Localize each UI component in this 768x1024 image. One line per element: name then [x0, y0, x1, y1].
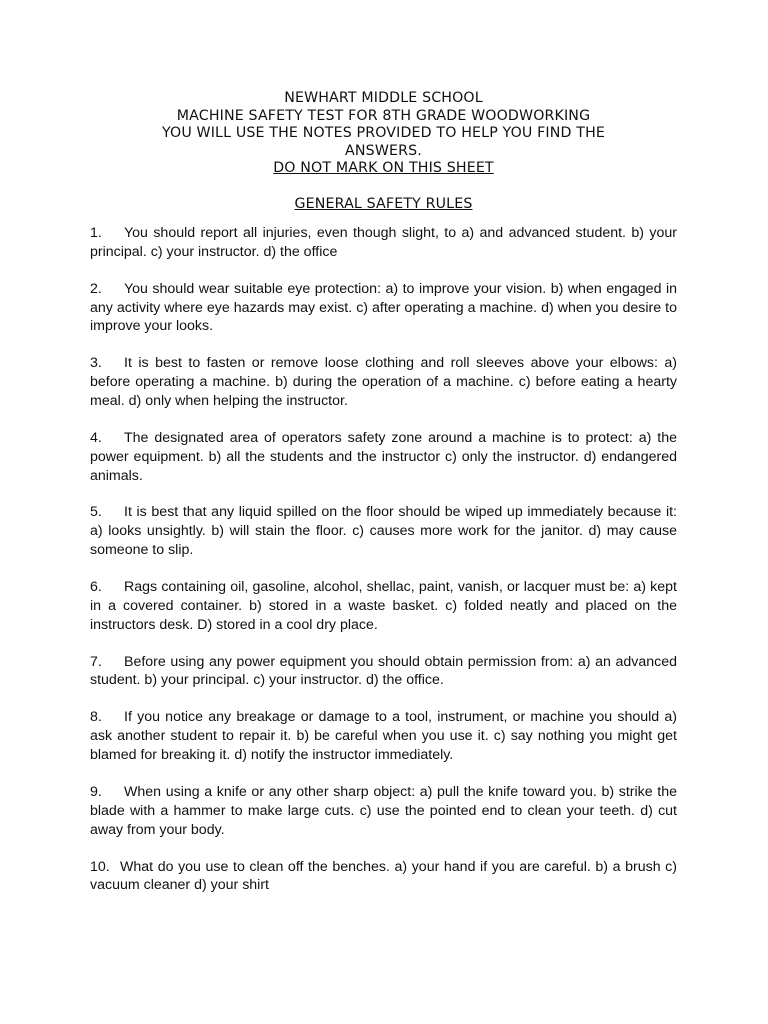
question-2 — [90, 280, 677, 336]
question-10 — [90, 858, 677, 896]
question-7 — [90, 653, 677, 691]
question-number: 1. — [90, 224, 102, 241]
question-number: 6. — [90, 579, 102, 596]
section-title: GENERAL SAFETY RULES — [294, 195, 473, 212]
question-number: 8. — [90, 709, 102, 726]
instructions-line-2: ANSWERS. — [345, 142, 422, 159]
question-list — [90, 224, 677, 895]
question-text: It is best to fasten or remove loose clothing and roll sleeves above your elbows: a) before operating a machine. b) during the operation of a machine. c) before eating a hearty meal. d) only when helping the instructor. — [90, 355, 677, 409]
question-number: 10. — [90, 858, 110, 875]
question-text: What do you use to clean off the benches. a) your hand if you are careful. b) a brush c) vacuum cleaner d) your shirt — [90, 858, 677, 894]
question-number: 9. — [90, 784, 102, 800]
warning-notice: DO NOT MARK ON THIS SHEET — [273, 160, 494, 177]
question-number: 4. — [90, 429, 102, 446]
question-3 — [90, 354, 677, 410]
question-text: If you notice any breakage or damage to a tool, instrument, or machine you should a) ask another student to repair it. b) be careful when you use it. c) say nothing you might get blamed for breaking it. d) notify the instructor immediately. — [90, 709, 677, 764]
question-number: 3. — [90, 355, 102, 372]
question-5 — [90, 503, 677, 559]
instructions-line-1: YOU WILL USE THE NOTES PROVIDED TO HELP YOU FIND THE — [161, 125, 605, 142]
question-6 — [90, 578, 677, 634]
question-text: It is best that any liquid spilled on the floor should be wiped up immediately because it: a) looks unsightly. b) will stain the floor. c) causes more work for the janitor. d) may cause someone to slip. — [90, 504, 677, 559]
question-number: 2. — [90, 280, 102, 297]
question-text: You should report all injuries, even though slight, to a) and advanced student. b) your principal. c) your instructor. d) the office — [90, 224, 677, 260]
school-name: NEWHART MIDDLE SCHOOL — [284, 90, 483, 106]
question-text: You should wear suitable eye protection: a) to improve your vision. b) when engaged in any activity where eye hazards may exist. c) after operating a machine. d) when you desire to improve your looks. — [90, 280, 677, 335]
test-title: MACHINE SAFETY TEST FOR 8TH GRADE WOODWORKING — [176, 107, 591, 124]
question-number: 7. — [90, 653, 102, 670]
question-text: When using a knife or any other sharp object: a) pull the knife toward you. b) strike the blade with a hammer to make large cuts. c) use the pointed end to clean your teeth. d) cut away from your body. — [90, 784, 677, 838]
document-page — [90, 90, 677, 913]
question-4 — [90, 429, 677, 485]
question-9 — [90, 783, 677, 839]
question-text: The designated area of operators safety zone around a machine is to protect: a) the power equipment. b) all the students and the instructor c) only the instructor. d) endangered animals. — [90, 429, 677, 484]
question-number: 5. — [90, 504, 102, 521]
question-text: Rags containing oil, gasoline, alcohol, shellac, paint, vanish, or lacquer must be: a) kept in a covered container. b) stored in a waste basket. c) folded neatly and placed on the instructors desk. D) stored in a cool dry place. — [90, 579, 677, 633]
document-header — [90, 90, 677, 178]
question-8 — [90, 708, 677, 764]
question-1 — [90, 224, 677, 262]
question-text: Before using any power equipment you should obtain permission from: a) an advanced student. b) your principal. c) your instructor. d) the office. — [90, 653, 677, 689]
